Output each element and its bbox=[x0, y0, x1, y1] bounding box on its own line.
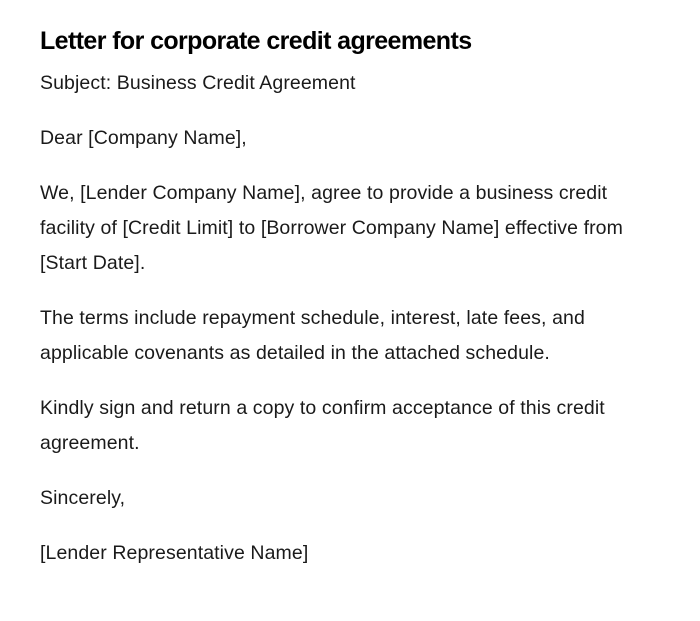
letter-paragraph-terms-intro: We, [Lender Company Name], agree to provide a business credit facility of [Credit Limit] to [Borrower Company Name] effective from [Start Date]. bbox=[40, 182, 623, 274]
letter-signature: [Lender Representative Name] bbox=[40, 542, 309, 564]
letter-salutation: Dear [Company Name], bbox=[40, 127, 247, 149]
letter-paragraph-terms-detail: The terms include repayment schedule, interest, late fees, and applicable covenants as detailed in the attached schedule. bbox=[40, 307, 585, 364]
letter-subject: Subject: Business Credit Agreement bbox=[40, 72, 356, 94]
letter-title: Letter for corporate credit agreements bbox=[40, 27, 472, 55]
letter-paragraph-request: Kindly sign and return a copy to confirm acceptance of this credit agreement. bbox=[40, 397, 605, 454]
letter bbox=[40, 24, 640, 591]
letter-closing: Sincerely, bbox=[40, 487, 126, 509]
